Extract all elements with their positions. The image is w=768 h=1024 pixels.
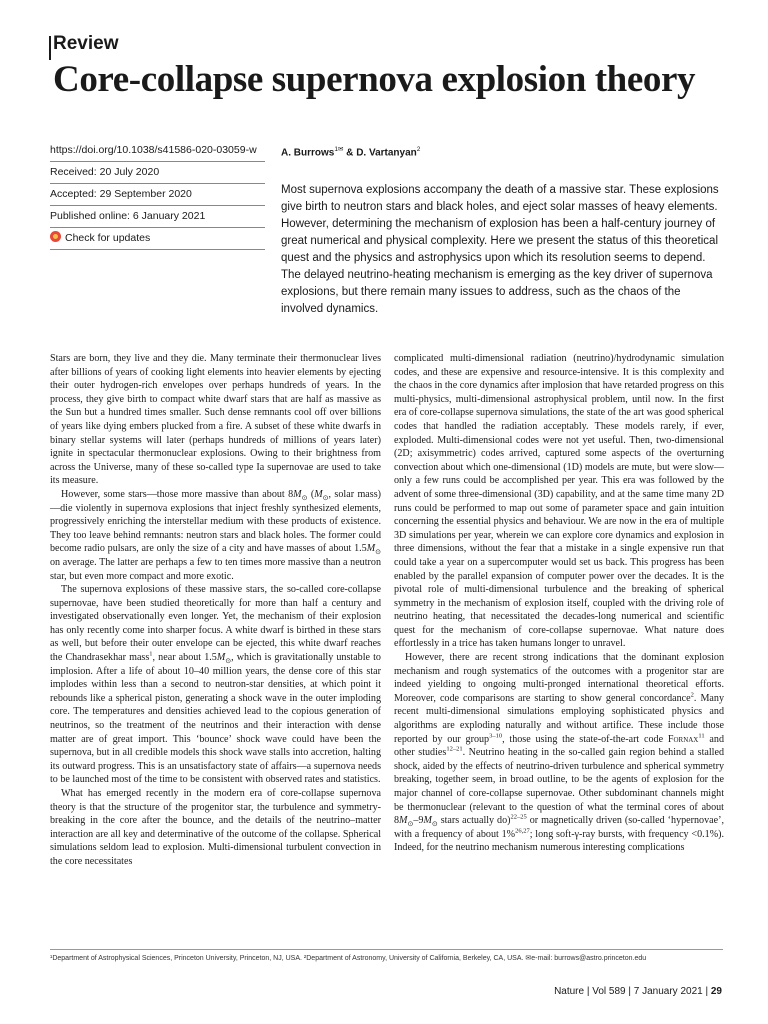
section-label: Review xyxy=(53,33,119,54)
citation-link[interactable]: 2 xyxy=(690,691,694,699)
paragraph: The supernova explosions of these massive stars, the so-called core-collapse supernovae, have been studied theoretically for more than half a century and investigated observationally even longer. Yet, the mechanism of their explosion has only recently come into sharper focus. A white dwarf is birthed in these stars as well, but before their outer envelope can be ejected, this white dwarf reaches the Chandrasekhar mass$^1$, near about $1.5M_⊙$, which is gravitationally unstable to implosion. After a life of about 10–40 million years, the dense core of this star implodes within less than a second to neutron-star densities, at which point it rebounds like a spherical piston, generating a shock wave in the outer imploding core. The temperatures and densities achieved lead to the copious generation of neutrinos, so the treatment of the neutrinos and their interaction with dense matter are of great import. This ‘bounce’ shock wave could have been the supernova, but in all credible models this shock wave stalls into accretion, halting its outward progress. This is an unsatisfactory state of affairs—a supernova needs to be launched most of the time to be consistent with observed rates and statistics. xyxy=(50,584,381,786)
affiliation-footnote: ¹Department of Astrophysical Sciences, Princeton University, Princeton, NJ, USA. ²Department of Astronomy, University of California, Berkeley, CA, USA. ✉e-mail: burrows@astro.princeton.edu xyxy=(50,955,647,962)
citation-link[interactable]: 12–21 xyxy=(446,745,463,753)
check-updates-label: Check for updates xyxy=(65,232,151,244)
page-footer: Nature | Vol 589 | 7 January 2021 | 29 xyxy=(554,986,722,997)
footnote-rule xyxy=(50,949,723,950)
doi-link[interactable]: https://doi.org/10.1038/s41586-020-03059-w xyxy=(50,144,257,156)
author-1[interactable]: A. Burrows xyxy=(281,147,335,159)
accepted-date: Accepted: 29 September 2020 xyxy=(50,183,265,205)
article-title: Core-collapse supernova explosion theory xyxy=(53,59,696,100)
paragraph: However, there are recent strong indications that the dominant explosion mechanism and rough systematics of the outcomes with a progenitor star are indeed yielding to ongoing multi-pronged international theoretical efforts. Moreover, code comparisons are starting to show general concordance$^2$. Many recent multi-dimensional simulations employing sophisticated physics and algorithms are exploding naturally and without artifice. These include those reported by our group$^{3-10}$, those using the state-of-the-art code Fornax$^{11}$ and other studies$^{12-21}$. Neutrino heating in the so-called gain region behind a stalled shock, aided by the effects of neutrino-driven turbulence and spherical symmetry breaking, together seem, in broad outline, to be the agents of explosion for the major channel of core-collapse supernovae. Other subdominant channels might be thermonuclear (relevant to the question of what the terminal cores of about $8M_⊙-9M_⊙$ stars actually do)$^{22-25}$ or magnetically driven (so-called ‘hypernovae’, with a frequency of about 1%$^{26,27}$; long soft-γ-ray bursts, with frequency <0.1%). Indeed, for the neutrino mechanism numerous interesting complications xyxy=(394,652,725,854)
body-column-left xyxy=(50,352,381,869)
author-2-affil: 2 xyxy=(416,146,421,153)
journal-name: Nature xyxy=(554,986,585,997)
published-date: Published online: 6 January 2021 xyxy=(50,205,265,227)
issue-date: 7 January 2021 xyxy=(633,986,703,997)
check-updates-button[interactable] xyxy=(50,227,265,250)
paragraph: complicated multi-dimensional radiation (neutrino)/hydrodynamic simulation codes, and these are expensive and resource-intensive. It is this complexity and the chaos in the core dynamics after implosion that have retarded progress on this multi-physics, multi-dimensional astrophysical problem, until now. In the first era of core-collapse supernova simulations, the state of the art was good spherical codes that handled the radiation acceptably. These models rarely, if ever, exploded. Multi-dimensional codes were not yet useful. Then, two-dimensional (2D; axisymmetric) codes arrived, captured some aspects of the overturning convection about which one-dimensional (1D) models are mute, but were slow—only a few runs could be accomplished per year. This era was followed by the advent of some three-dimensional (3D) capability, and at the same time many 2D runs could be performed to map out some of parameter space and gain intuition concerning the essential physics and behaviour. We are now in the era of multiple 3D simulations per year, wherein we can explore core dynamics and explosion in three dimensions, without the fear that a mistake in a single expensive run that could take a year on a supercomputer would set us back. This progress has been enabled by the parallel expansion of computer power over the decades. It is the pivotal role of multi-dimensional turbulence and the breaking of spherical symmetry in the mechanism of explosion itself, coupled with the driving role of neutrino heating, that necessitated the decades-long numerical and scientific quest for the mechanism of core-collapse supernovae. What nature does effortlessly in a trice has taken humans longer to unravel. xyxy=(394,353,724,650)
body-column-right xyxy=(394,352,724,855)
author-2[interactable]: D. Vartanyan xyxy=(356,147,417,159)
paragraph: What has emerged recently in the modern era of core-collapse supernova theory is that the structure of the progenitor star, the turbulence and symmetry-breaking in the core after the bounce, and the details of the neutrino–matter interaction are all key and determinative of the outcome of the collapse. Spherical simulations seldom lead to explosion. Multi-dimensional turbulent convection in the core necessitates xyxy=(50,788,381,867)
author-list xyxy=(281,145,420,158)
citation-link[interactable]: 26,27 xyxy=(515,827,530,835)
author-separator: & xyxy=(343,147,357,159)
abstract: Most supernova explosions accompany the death of a massive star. These explosions give birth to neutron stars and black holes, and eject solar masses of heavy elements. However, determining the mechanism of explosion has been a half-century journey of great numerical and physical complexity. Here we present the status of this theoretical quest and the physics and astrophysics upon which its resolution seems to depend. The delayed neutrino-heating mechanism is emerging as the key driver of supernova explosions, but there remain many issues to address, such as the chaos of the involved dynamics. xyxy=(281,184,719,315)
citation-link[interactable]: 11 xyxy=(698,732,705,740)
author-1-affil: 1✉ xyxy=(334,146,344,153)
section-rule xyxy=(49,36,51,60)
volume: Vol 589 xyxy=(592,986,626,997)
paragraph: Stars are born, they live and they die. Many terminate their thermonuclear lives after billions of years of cooking light elements into heavier elements by ejecting their outer hydrogen-rich envelopes over perhaps hundreds of years. In the process, they give birth to compact white dwarf stars that are half as massive as the Sun but a hundred times smaller. Such dense remnants cool off over billions of years like dying embers plucked from a fire. A subset of these white dwarfs in binary stellar systems will later (perhaps hundreds of millions of years later) ignite in spectacular thermonuclear explosions. Owing to their brightness from across the Universe, many of these so-called type Ia supernovae are used to take its measure. xyxy=(50,353,381,487)
code-name: Fornax xyxy=(667,733,699,745)
citation-link[interactable]: 3–10 xyxy=(489,732,503,740)
page-number: 29 xyxy=(710,986,722,997)
citation-link[interactable]: 22–25 xyxy=(510,813,527,821)
citation-link[interactable]: 1 xyxy=(149,650,153,658)
paragraph: However, some stars—those more massive than about $8M_⊙$ ($M_⊙$, solar mass)—die violently in supernova explosions that inject freshly synthesized elements, progressively enriching the interstellar medium with these products of existence. They too leave behind remnants: neutron stars and black holes. The former could become radio pulsars, are only the size of a city and have masses of about $1.5M_⊙$ on average. The latter are perhaps a few to ten times more massive than a neutron star, but even more compact and more exotic. xyxy=(50,488,381,582)
check-updates-icon xyxy=(50,231,61,242)
article-meta xyxy=(50,140,265,250)
received-date: Received: 20 July 2020 xyxy=(50,161,265,183)
